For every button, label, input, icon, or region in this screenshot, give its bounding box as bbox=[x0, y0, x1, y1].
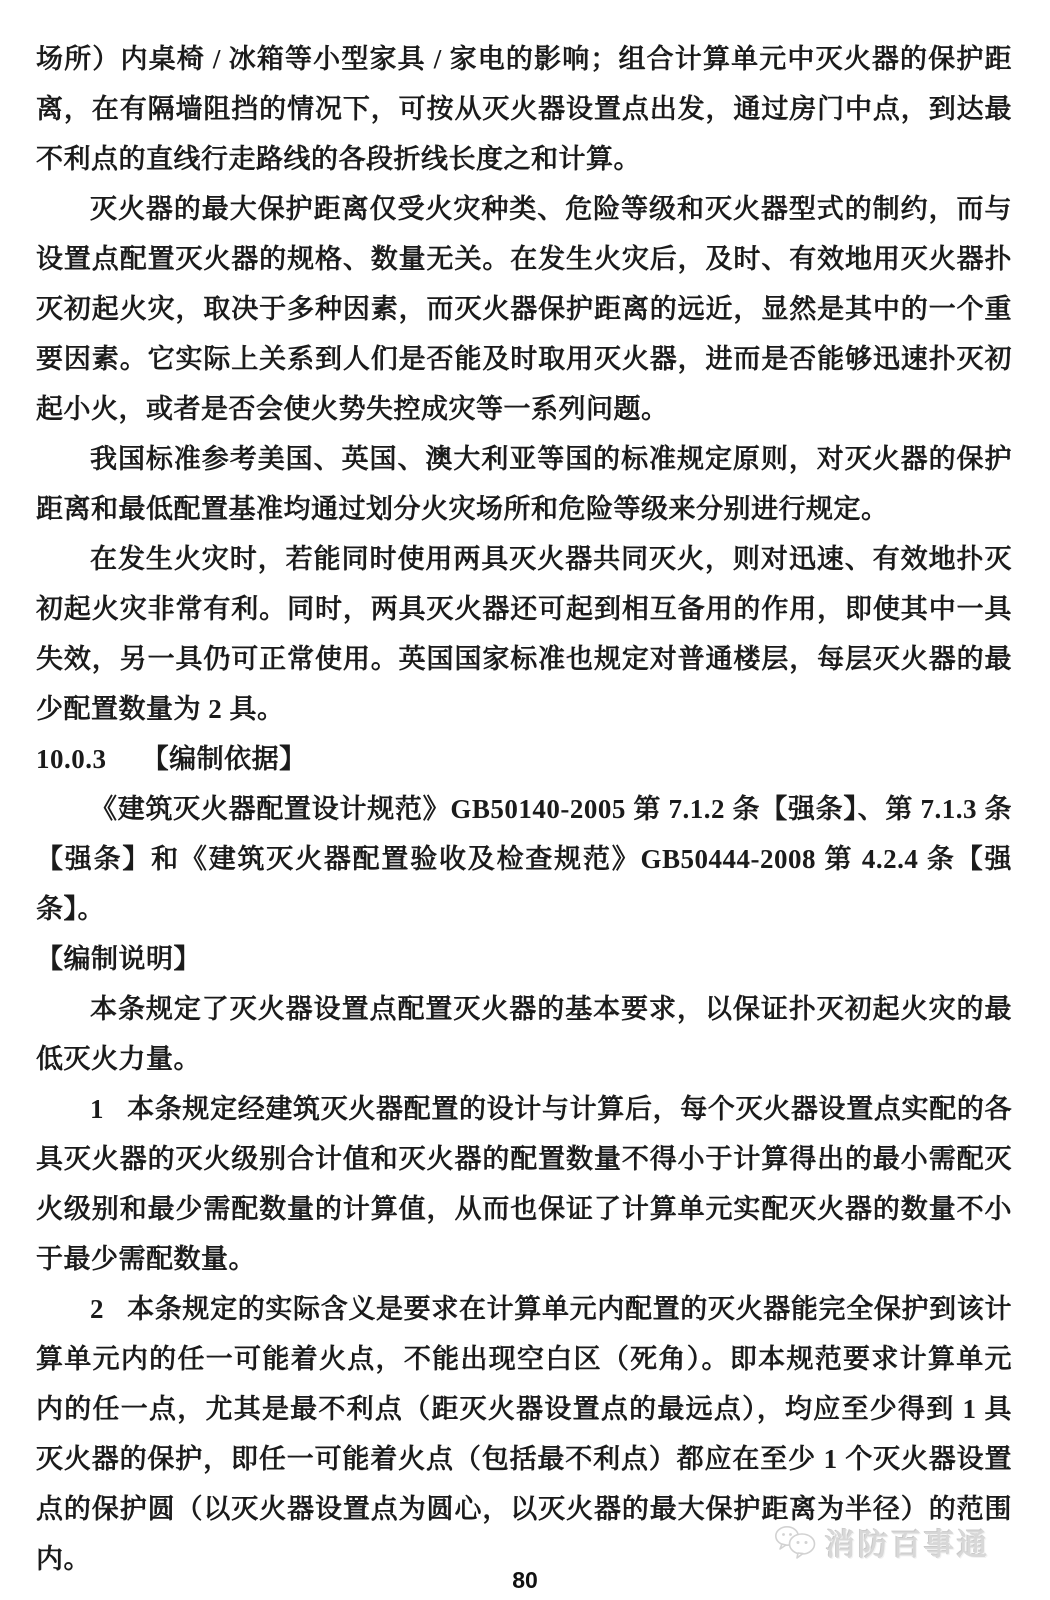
paragraph: 在发生火灾时，若能同时使用两具灭火器共同灭火，则对迅速、有效地扑灭初起火灾非常有利。同时，两具灭火器还可起到相互备用的作用，即使其中一具失效，另一具仍可正常使用。英国国家标准也规定对普通楼层，每层灭火器的最少配置数量为 2 具。 bbox=[36, 544, 1012, 724]
paragraph-continuation: 场所）内桌椅 / 冰箱等小型家具 / 家电的影响；组合计算单元中灭火器的保护距离，在有隔墙阻挡的情况下，可按从灭火器设置点出发，通过房门中点，到达最不利点的直线行走路线的各段折线长度之和计算。 bbox=[36, 44, 1012, 174]
paragraph: 本条规定了灭火器设置点配置灭火器的基本要求，以保证扑灭初起火灾的最低灭火力量。 bbox=[36, 994, 1012, 1074]
section-number: 10.0.3 bbox=[36, 744, 107, 774]
paragraph-item-1 bbox=[36, 1084, 1012, 1284]
item-number: 1 bbox=[90, 1094, 104, 1124]
wechat-chat-bubbles-icon bbox=[774, 1524, 818, 1560]
paragraph-basis: 《建筑灭火器配置设计规范》GB50140-2005 第 7.1.2 条【强条】、第 7.1.3 条【强条】和《建筑灭火器配置验收及检查规范》GB50444-2008 第 4.2.4 条【强条】。 bbox=[36, 794, 1012, 924]
watermark-text: 消防百事通 bbox=[825, 1529, 990, 1562]
item-text: 本条规定的实际含义是要求在计算单元内配置的灭火器能完全保护到该计算单元内的任一可能着火点，不能出现空白区（死角）。即本规范要求计算单元内的任一点，尤其是最不利点（距灭火器设置点的最远点），均应至少得到 1 具灭火器的保护，即任一可能着火点（包括最不利点）都应在至少 1 个灭火器设置点的保护圆（以灭火器设置点为圆心，以灭火器的最大保护距离为半径）的范围内。 bbox=[36, 1294, 1012, 1574]
section-title: 【编制依据】 bbox=[141, 744, 307, 774]
item-text: 本条规定经建筑灭火器配置的设计与计算后，每个灭火器设置点实配的各具灭火器的灭火级别合计值和灭火器的配置数量不得小于计算得出的最小需配灭火级别和最少需配数量的计算值，从而也保证了计算单元实配灭火器的数量不小于最少需配数量。 bbox=[36, 1094, 1012, 1274]
paragraph: 我国标准参考美国、英国、澳大利亚等国的标准规定原则，对灭火器的保护距离和最低配置基准均通过划分火灾场所和危险等级来分别进行规定。 bbox=[36, 444, 1012, 524]
watermark bbox=[774, 1520, 990, 1564]
paragraph: 灭火器的最大保护距离仅受火灾种类、危险等级和灭火器型式的制约，而与设置点配置灭火器的规格、数量无关。在发生火灾后，及时、有效地用灭火器扑灭初起火灾，取决于多种因素，而灭火器保护距离的远近，显然是其中的一个重要因素。它实际上关系到人们是否能及时取用灭火器，进而是否能够迅速扑灭初起小火，或者是否会使火势失控成灾等一系列问题。 bbox=[36, 194, 1012, 424]
page-number: 80 bbox=[512, 1567, 538, 1593]
section-heading bbox=[36, 734, 1012, 784]
item-number: 2 bbox=[90, 1294, 104, 1324]
subsection-heading: 【编制说明】 bbox=[36, 944, 201, 974]
